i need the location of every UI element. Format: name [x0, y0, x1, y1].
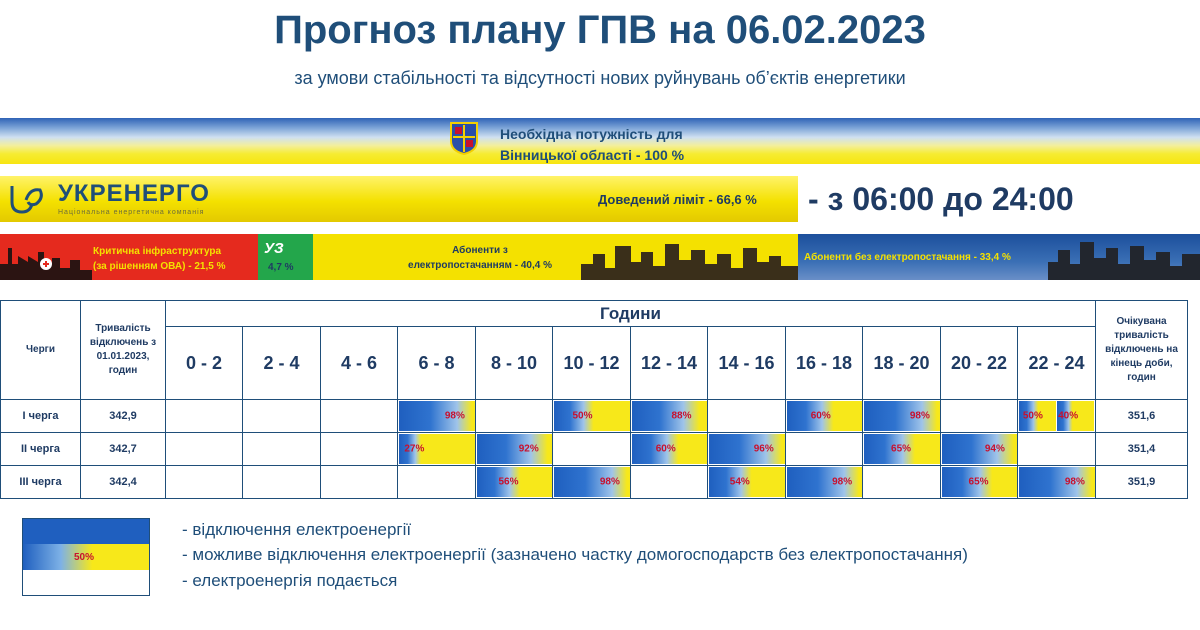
- duration-value: 342,7: [81, 433, 166, 466]
- slot-cell: [553, 400, 631, 433]
- outage-fill: [632, 434, 707, 464]
- expected-value: 351,6: [1096, 400, 1188, 433]
- slot-cell: [476, 433, 553, 466]
- outage-percent: 54%: [729, 476, 750, 488]
- ukrenergo-name: УКРЕНЕРГО: [58, 180, 210, 207]
- outage-fill: [477, 434, 552, 464]
- slot-cell: [786, 466, 863, 499]
- slot-cell: [321, 433, 398, 466]
- slot-cell: [398, 466, 476, 499]
- outage-fill: [942, 434, 1017, 464]
- outage-fill: [709, 434, 785, 464]
- time-slot-header: 2 - 4: [243, 327, 321, 400]
- outage-percent: 92%: [518, 443, 539, 455]
- outage-percent: 98%: [1064, 476, 1085, 488]
- outage-percent: 96%: [753, 443, 774, 455]
- outage-percent: 98%: [832, 476, 853, 488]
- factory-skyline-icon: [0, 234, 92, 280]
- time-slot-header: 10 - 12: [553, 327, 631, 400]
- slot-cell: [243, 400, 321, 433]
- outage-percent: 98%: [444, 410, 465, 422]
- slot-cell: [863, 466, 941, 499]
- slot-cell: [941, 466, 1018, 499]
- outage-fill: [399, 434, 475, 464]
- supplied-subscribers-label: [380, 243, 580, 273]
- slot-cell: [863, 400, 941, 433]
- outage-fill: [787, 467, 862, 497]
- ukrenergo-logo-icon: [6, 180, 48, 218]
- outage-schedule-table: [0, 300, 1188, 499]
- slot-cell: [1018, 466, 1096, 499]
- outage-fill: [942, 467, 1017, 497]
- time-slot-header: 12 - 14: [631, 327, 708, 400]
- critical-infrastructure-label: [93, 244, 225, 274]
- slot-cell: [631, 433, 708, 466]
- outage-fill: [1057, 401, 1094, 431]
- outage-percent: 65%: [968, 476, 989, 488]
- outage-percent: 56%: [498, 476, 519, 488]
- legend-outage-swatch: [22, 518, 150, 544]
- limit-label: Доведений ліміт - 66,6 %: [598, 192, 757, 207]
- time-slot-header: 6 - 8: [398, 327, 476, 400]
- slot-cell: [553, 433, 631, 466]
- queue-row: [1, 433, 1188, 466]
- no-supply-subscribers-label: Абоненти без електропостачання - 33,4 %: [804, 252, 1011, 263]
- expected-value: 351,4: [1096, 433, 1188, 466]
- outage-percent: 60%: [810, 410, 831, 422]
- slot-cell: [786, 400, 863, 433]
- slot-cell: [398, 433, 476, 466]
- slot-cell: [941, 433, 1018, 466]
- slot-cell: [941, 400, 1018, 433]
- time-slot-header: 14 - 16: [708, 327, 786, 400]
- legend-possible-label: - можливе відключення електроенергії (зазначено частку домогосподарств без електропостачання): [182, 545, 968, 564]
- queue-label: І черга: [1, 400, 81, 433]
- legend-supplied-label: - електроенергія подається: [182, 571, 398, 590]
- outage-percent: 50%: [572, 410, 593, 422]
- slot-cell: [166, 400, 243, 433]
- region-notice: [500, 124, 684, 166]
- page-title: Прогноз плану ГПВ на 06.02.2023: [274, 8, 926, 52]
- outage-percent: 94%: [984, 443, 1005, 455]
- time-slot-header: 4 - 6: [321, 327, 398, 400]
- slot-cell: [1018, 400, 1096, 433]
- queue-column-header: Черги: [1, 301, 81, 400]
- time-slot-header: 0 - 2: [166, 327, 243, 400]
- supplied-subscribers-line2: електропостачанням - 40,4 %: [408, 260, 552, 271]
- outage-percent: 98%: [599, 476, 620, 488]
- slot-cell: [786, 433, 863, 466]
- slot-cell: [553, 466, 631, 499]
- slot-cell: [321, 400, 398, 433]
- outage-percent: 98%: [909, 410, 930, 422]
- time-slot-header: 18 - 20: [863, 327, 941, 400]
- duration-value: 342,9: [81, 400, 166, 433]
- slot-cell: [708, 466, 786, 499]
- outage-fill: [864, 401, 940, 431]
- outage-percent: 40%: [1058, 410, 1079, 422]
- outage-percent: 88%: [671, 410, 692, 422]
- slot-cell: [398, 400, 476, 433]
- slot-cell: [243, 433, 321, 466]
- duration-column-header: Тривалість відключень з 01.01.2023, годин: [81, 301, 166, 400]
- queue-label: ІІ черга: [1, 433, 81, 466]
- outage-fill: [1019, 401, 1056, 431]
- outage-fill: [709, 467, 785, 497]
- supplied-subscribers-line1: Абоненти з: [452, 245, 508, 256]
- slot-cell: [166, 466, 243, 499]
- slot-cell: [631, 466, 708, 499]
- time-slot-header: 20 - 22: [941, 327, 1018, 400]
- time-slot-header: 16 - 18: [786, 327, 863, 400]
- queue-row: [1, 400, 1188, 433]
- outage-fill: [554, 467, 630, 497]
- time-slot-header: 22 - 24: [1018, 327, 1096, 400]
- legend-supplied-swatch: [22, 570, 150, 596]
- time-range: - з 06:00 до 24:00: [808, 181, 1074, 217]
- critical-infrastructure-line2: (за рішенням ОВА) - 21,5 %: [93, 261, 226, 272]
- hours-header: Години: [166, 301, 1096, 327]
- uz-percent: 4,7 %: [268, 262, 294, 273]
- slot-cell: [476, 466, 553, 499]
- outage-percent: 65%: [891, 443, 912, 455]
- slot-cell: [1018, 433, 1096, 466]
- expected-column-header: Очікувана тривалість відключень на кінець доби, годин: [1096, 301, 1188, 400]
- slot-cell: [321, 466, 398, 499]
- ukrenergo-tagline: Національна енергетична компанія: [58, 209, 205, 216]
- outage-percent: 50%: [1022, 410, 1043, 422]
- night-city-skyline-icon: [1048, 234, 1200, 280]
- slot-cell: [631, 400, 708, 433]
- time-slot-header: 8 - 10: [476, 327, 553, 400]
- region-notice-line1: Необхідна потужність для: [500, 126, 683, 142]
- slot-cell: [243, 466, 321, 499]
- slot-cell: [708, 400, 786, 433]
- city-skyline-icon: [581, 234, 798, 280]
- slot-cell: [863, 433, 941, 466]
- legend-outage-label: - відключення електроенергії: [182, 520, 412, 539]
- outage-fill: [399, 401, 475, 431]
- outage-fill: [1019, 467, 1095, 497]
- queue-label: ІІІ черга: [1, 466, 81, 499]
- vinnytsia-coat-of-arms-icon: [449, 121, 479, 155]
- page-subtitle: за умови стабільності та відсутності нових руйнувань об’єктів енергетики: [294, 68, 906, 88]
- outage-fill: [477, 467, 552, 497]
- slot-cell: [166, 433, 243, 466]
- outage-percent: 27%: [404, 443, 425, 455]
- uz-logo: УЗ: [264, 240, 284, 257]
- outage-fill: [632, 401, 707, 431]
- legend-sample-percent: 50%: [74, 552, 95, 563]
- outage-fill: [554, 401, 630, 431]
- duration-value: 342,4: [81, 466, 166, 499]
- critical-infrastructure-line1: Критична інфраструктура: [93, 246, 222, 257]
- expected-value: 351,9: [1096, 466, 1188, 499]
- outage-percent: 60%: [655, 443, 676, 455]
- slot-cell: [708, 433, 786, 466]
- region-notice-line2: Вінницької області - 100 %: [500, 147, 685, 163]
- queue-row: [1, 466, 1188, 499]
- outage-fill: [787, 401, 862, 431]
- outage-fill: [864, 434, 940, 464]
- slot-cell: [476, 400, 553, 433]
